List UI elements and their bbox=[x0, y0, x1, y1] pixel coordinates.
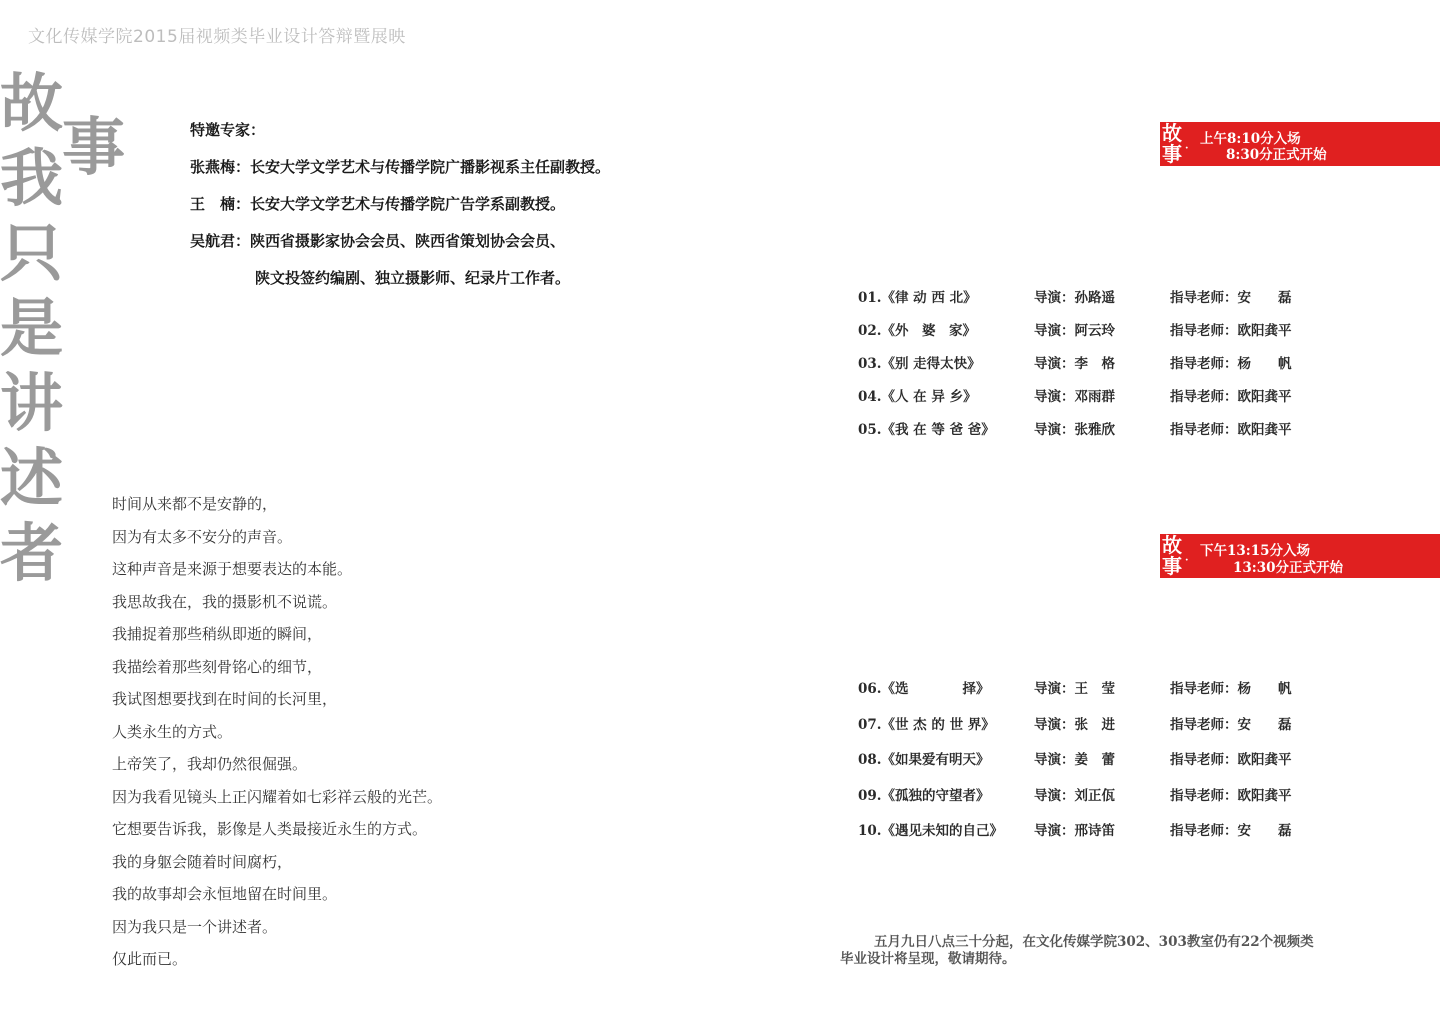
poem-line: 因为我看见镜头上正闪耀着如七彩祥云般的光芒。 bbox=[112, 787, 443, 806]
footer-notice bbox=[840, 934, 1340, 968]
expert-line-continuation: 陕文投签约编剧、独立摄影师、纪录片工作者。 bbox=[255, 269, 571, 287]
film-advisor: 指导老师：欧阳龚平 bbox=[1170, 752, 1292, 768]
banner-entry-time: 上午8:10分入场 bbox=[1200, 131, 1301, 147]
film-director: 导演：姜 蕾 bbox=[1034, 752, 1115, 768]
film-advisor: 指导老师：杨 帆 bbox=[1170, 356, 1292, 372]
vertical-title-char: 故 bbox=[0, 66, 63, 140]
vertical-title-char: 者 bbox=[0, 516, 63, 590]
poem-line: 它想要告诉我，影像是人类最接近永生的方式。 bbox=[112, 820, 428, 838]
poem-line: 我捕捉着那些稍纵即逝的瞬间， bbox=[112, 625, 323, 643]
poem-line: 我的身躯会随着时间腐朽， bbox=[112, 852, 293, 871]
banner-dot: · bbox=[1185, 555, 1189, 566]
film-title: 07.《世 杰 的 世 界》 bbox=[858, 716, 995, 733]
footer-line: 毕业设计将呈现，敬请期待。 bbox=[840, 951, 1016, 967]
vertical-title-column-2 bbox=[62, 110, 132, 185]
film-title: 08.《如果爱有明天》 bbox=[858, 752, 990, 768]
banner-entry-time: 下午13:15分入场 bbox=[1200, 543, 1311, 559]
guest-experts-block bbox=[190, 118, 610, 303]
poem-line: 我思故我在，我的摄影机不说谎。 bbox=[112, 592, 338, 611]
film-director: 导演：邓雨群 bbox=[1034, 389, 1115, 405]
film-director: 导演：邢诗笛 bbox=[1034, 823, 1115, 839]
poem-line: 这种声音是来源于想要表达的本能。 bbox=[112, 560, 353, 578]
banner-char: 事 bbox=[1162, 142, 1182, 166]
poem-line: 人类永生的方式。 bbox=[112, 722, 233, 741]
poem-line: 时间从来都不是安静的， bbox=[112, 495, 278, 513]
film-advisor: 指导老师：安 磊 bbox=[1170, 716, 1292, 733]
film-director: 导演：李 格 bbox=[1034, 356, 1115, 372]
film-director: 导演：孙路遥 bbox=[1034, 290, 1115, 306]
poem-line: 因为有太多不安分的声音。 bbox=[112, 527, 293, 546]
poem-line: 仅此而已。 bbox=[112, 950, 188, 968]
poem-line: 我描绘着那些刻骨铭心的细节， bbox=[112, 657, 323, 676]
film-title: 02.《外 婆 家》 bbox=[858, 323, 976, 339]
film-advisor: 指导老师：安 磊 bbox=[1170, 290, 1292, 306]
vertical-title-char: 我 bbox=[0, 141, 63, 215]
page-header-title: 文化传媒学院2015届视频类毕业设计答辩暨展映 bbox=[28, 27, 406, 47]
film-title: 10.《遇见未知的自己》 bbox=[858, 823, 1003, 839]
footer-line: 五月九日八点三十分起，在文化传媒学院302、303教室仍有22个视频类 bbox=[874, 934, 1314, 950]
afternoon-session-banner bbox=[1160, 534, 1440, 578]
film-director: 导演：张 进 bbox=[1034, 716, 1115, 733]
film-director: 导演：张雅欣 bbox=[1034, 422, 1115, 438]
film-advisor: 指导老师：安 磊 bbox=[1170, 823, 1292, 839]
film-advisor: 指导老师：欧阳龚平 bbox=[1170, 323, 1292, 339]
film-advisor: 指导老师：杨 帆 bbox=[1170, 681, 1292, 697]
film-director: 导演：阿云玲 bbox=[1034, 323, 1115, 339]
poem-line: 我的故事却会永恒地留在时间里。 bbox=[112, 885, 338, 903]
vertical-title-char: 讲 bbox=[0, 366, 63, 440]
film-advisor: 指导老师：欧阳龚平 bbox=[1170, 389, 1292, 405]
poem-line: 上帝笑了，我却仍然很倔强。 bbox=[112, 755, 308, 773]
film-title: 06.《选 择》 bbox=[858, 681, 990, 697]
expert-line: 王 楠：长安大学文学艺术与传播学院广告学系副教授。 bbox=[190, 195, 566, 213]
morning-session-banner bbox=[1160, 122, 1440, 166]
banner-dot: · bbox=[1185, 143, 1189, 154]
film-title: 04.《人 在 异 乡》 bbox=[858, 389, 977, 405]
vertical-title-column-1 bbox=[0, 66, 70, 591]
banner-char: 故 bbox=[1162, 121, 1182, 145]
vertical-title-char: 述 bbox=[0, 441, 63, 515]
film-title: 05.《我 在 等 爸 爸》 bbox=[858, 422, 995, 438]
banner-char: 事 bbox=[1162, 554, 1182, 578]
poem-text-block bbox=[112, 492, 442, 980]
film-director: 导演：刘正佤 bbox=[1034, 787, 1115, 804]
vertical-title-char: 只 bbox=[0, 216, 63, 290]
vertical-title-char: 是 bbox=[0, 291, 63, 365]
banner-start-time: 13:30分正式开始 bbox=[1233, 560, 1344, 576]
film-advisor: 指导老师：欧阳龚平 bbox=[1170, 787, 1292, 804]
film-director: 导演：王 莹 bbox=[1034, 681, 1115, 697]
poem-line: 我试图想要找到在时间的长河里， bbox=[112, 690, 338, 708]
film-title: 09.《孤独的守望者》 bbox=[858, 787, 990, 804]
film-title: 03.《别 走得太快》 bbox=[858, 356, 981, 372]
film-title: 01.《律 动 西 北》 bbox=[858, 290, 977, 306]
poem-line: 因为我只是一个讲述者。 bbox=[112, 917, 278, 936]
film-advisor: 指导老师：欧阳龚平 bbox=[1170, 422, 1292, 438]
expert-line: 张燕梅：长安大学文学艺术与传播学院广播影视系主任副教授。 bbox=[190, 158, 611, 176]
banner-char: 故 bbox=[1162, 533, 1182, 557]
vertical-title-char: 事 bbox=[62, 110, 125, 184]
experts-heading: 特邀专家： bbox=[190, 121, 266, 139]
expert-line: 吴航君：陕西省摄影家协会会员、陕西省策划协会会员、 bbox=[190, 232, 566, 250]
banner-start-time: 8:30分正式开始 bbox=[1226, 147, 1327, 163]
